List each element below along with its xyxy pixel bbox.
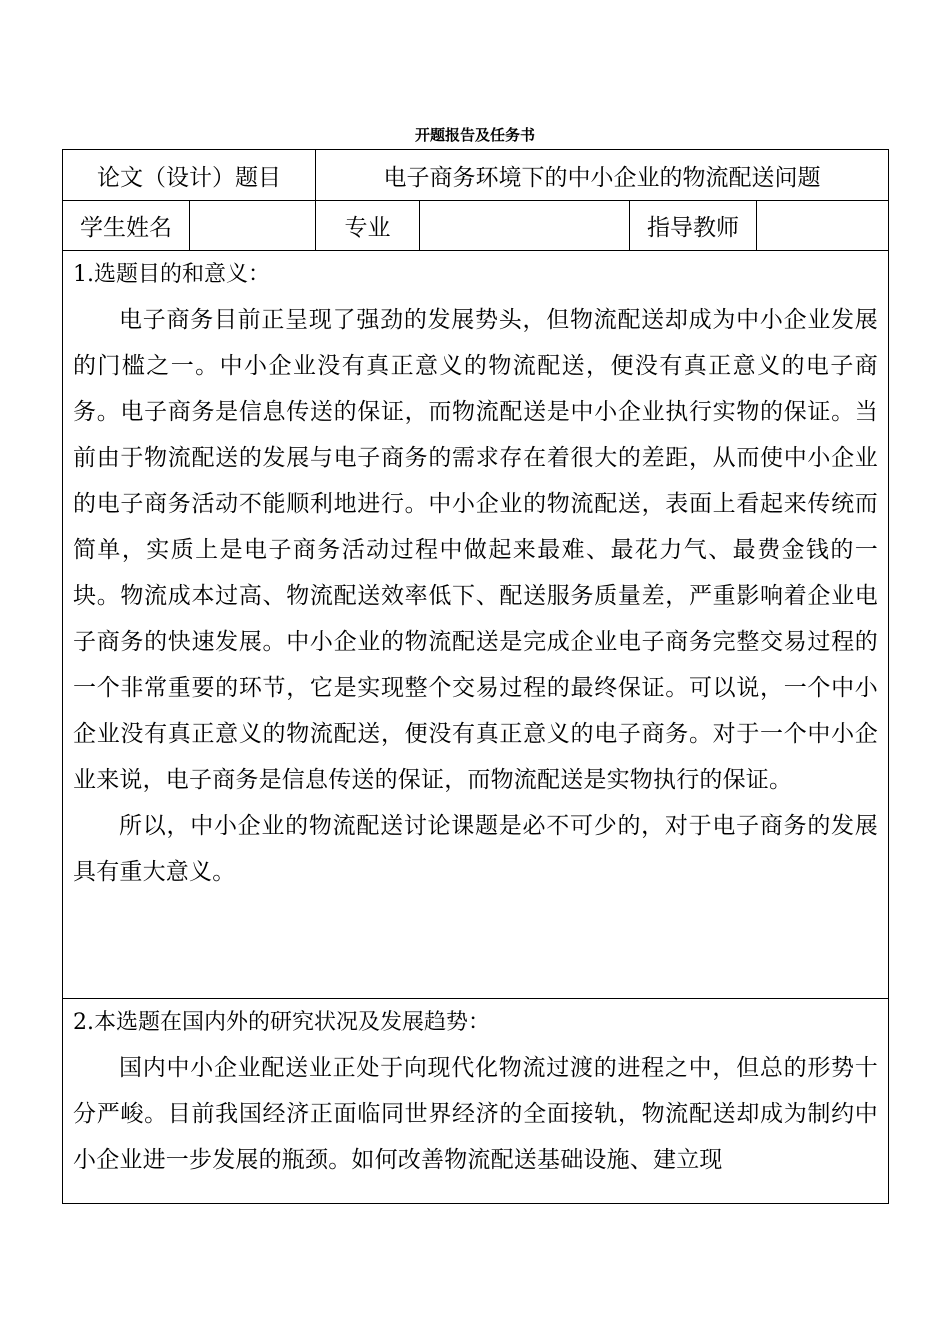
proposal-form-table — [62, 149, 889, 1204]
major-value — [420, 201, 630, 251]
section-paragraph: 国内中小企业配送业正处于向现代化物流过渡的进程之中，但总的形势十分严峻。目前我国经济正面临同世界经济的全面接轨，物流配送却成为制约中小企业进一步发展的瓶颈。如何改善物流配送基础设施、建立现 — [73, 1055, 878, 1173]
info-row — [63, 201, 889, 251]
student-name-label: 学生姓名 — [63, 201, 190, 251]
major-label: 专业 — [316, 201, 420, 251]
section-purpose-row — [63, 251, 889, 999]
advisor-value — [757, 201, 889, 251]
topic-value: 电子商务环境下的中小企业的物流配送问题 — [316, 150, 889, 201]
section-heading: 1.选题目的和意义： — [73, 262, 270, 287]
section-purpose — [63, 251, 889, 999]
document-title: 开题报告及任务书 — [414, 126, 535, 144]
section-paragraph: 电子商务目前正呈现了强劲的发展势头，但物流配送却成为中小企业发展的门槛之一。中小企业没有真正意义的物流配送，便没有真正意义的电子商务。电子商务是信息传送的保证，而物流配送是中小企业执行实物的保证。当前由于物流配送的发展与电子商务的需求存在着很大的差距，从而使中小企业的电子商务活动不能顺利地进行。中小企业的物流配送，表面上看起来传统而简单，实质上是电子商务活动过程中做起来最难、最花力气、最费金钱的一块。物流成本过高、物流配送效率低下、配送服务质量差，严重影响着企业电子商务的快速发展。中小企业的物流配送是完成企业电子商务完整交易过程的一个非常重要的环节，它是实现整个交易过程的最终保证。可以说，一个中小企业没有真正意义的物流配送，便没有真正意义的电子商务。对于一个中小企业来说，电子商务是信息传送的保证，而物流配送是实物执行的保证。 — [73, 307, 878, 793]
topic-label: 论文（设计）题目 — [63, 150, 316, 201]
advisor-label: 指导教师 — [630, 201, 757, 251]
section-research-row — [63, 999, 889, 1204]
student-name-value — [190, 201, 316, 251]
section-heading: 2.本选题在国内外的研究状况及发展趋势： — [73, 1010, 490, 1035]
section-paragraph: 所以，中小企业的物流配送讨论课题是必不可少的，对于电子商务的发展具有重大意义。 — [73, 813, 878, 885]
section-research — [63, 999, 889, 1204]
topic-row — [63, 150, 889, 201]
